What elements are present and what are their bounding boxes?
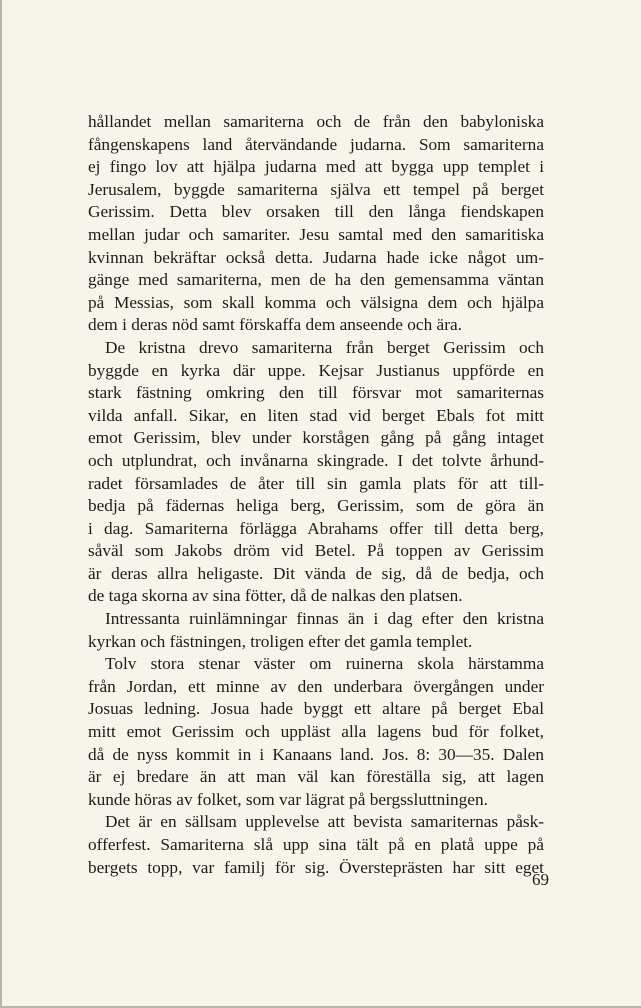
text-line: Intressanta ruinlämningar finnas än i dag efter den kristna <box>105 609 544 629</box>
text-line: radet församlades de åter till sin gamla plats för att till- <box>88 473 544 493</box>
text-line: Jerusalem, byggde samariterna själva ett tempel på berget <box>88 179 544 199</box>
text-line: och utplundrat, och invånarna skingrade. I det tolvte århund- <box>88 450 544 470</box>
text-line: Josuas ledning. Josua hade byggt ett altare på berget Ebal <box>88 699 544 719</box>
text-line: är deras allra heligaste. Dit vända de sig, då de bedja, och <box>88 563 544 583</box>
text-line: såväl som Jakobs dröm vid Betel. På toppen av Gerissim <box>88 541 544 561</box>
text-line: mitt emot Gerissim och uppläst alla lagens bud för folket, <box>88 722 544 742</box>
text-line: offerfest. Samariterna slå upp sina tält på en platå uppe på <box>88 835 544 854</box>
text-line: vilda anfall. Sikar, en liten stad vid berget Ebals fot mitt <box>88 405 544 425</box>
text-line: kyrkan och fästningen, troligen efter det gamla templet. <box>88 631 473 651</box>
text-line: byggde en kyrka där uppe. Kejsar Justianus uppförde en <box>88 360 544 380</box>
text-line: ej fingo lov att hjälpa judarna med att bygga upp templet i <box>88 157 544 177</box>
text-line: på Messias, som skall komma och välsigna dem och hjälpa <box>88 292 544 312</box>
text-line: är ej bredare än att man väl kan föreställa sig, att lagen <box>88 767 544 787</box>
text-line: kvinnan bekräftar också detta. Judarna hade icke något um- <box>88 247 544 267</box>
text-line: Tolv stora stenar väster om ruinerna skola härstamma <box>105 654 544 674</box>
page-number: 69 <box>532 870 549 889</box>
text-line: emot Gerissim, blev under korstågen gång på gång intaget <box>88 428 544 448</box>
text-line: från Jordan, ett minne av den underbara övergången under <box>88 676 544 696</box>
text-line: De kristna drevo samariterna från berget Gerissim och <box>105 337 544 357</box>
text-line: hållandet mellan samariterna och de från den babyloniska <box>88 112 544 131</box>
text-line: Gerissim. Detta blev orsaken till den långa fiendskapen <box>88 202 544 222</box>
text-line: dem i deras nöd samt förskaffa dem anseende och ära. <box>88 315 462 335</box>
text-line: bergets topp, var familj för sig. Översteprästen har sitt eget <box>88 857 544 877</box>
text-line: bedja på fädernas heliga berg, Gerissim, som de göra än <box>88 496 544 516</box>
text-line: Det är en sällsam upplevelse att bevista samariternas påsk- <box>105 812 544 832</box>
text-line: de taga skorna av sina fötter, då de nalkas den platsen. <box>88 586 463 606</box>
text-line: fångenskapens land återvändande judarna. Som samariterna <box>88 134 544 154</box>
text-line: kunde höras av folket, som var lägrat på bergssluttningen. <box>88 789 488 809</box>
text-line: då de nyss kommit in i Kanaans land. Jos. 8: 30—35. Dalen <box>88 744 544 764</box>
text-line: gänge med samariterna, men de ha den gemensamma väntan <box>88 270 544 290</box>
text-line: stark fästning omkring den till försvar mot samariternas <box>88 383 544 403</box>
text-line: i dag. Samariterna förlägga Abrahams offer till detta berg, <box>88 518 544 538</box>
body-text <box>88 111 544 879</box>
text-line: mellan judar och samariter. Jesu samtal med den samaritiska <box>88 224 544 244</box>
